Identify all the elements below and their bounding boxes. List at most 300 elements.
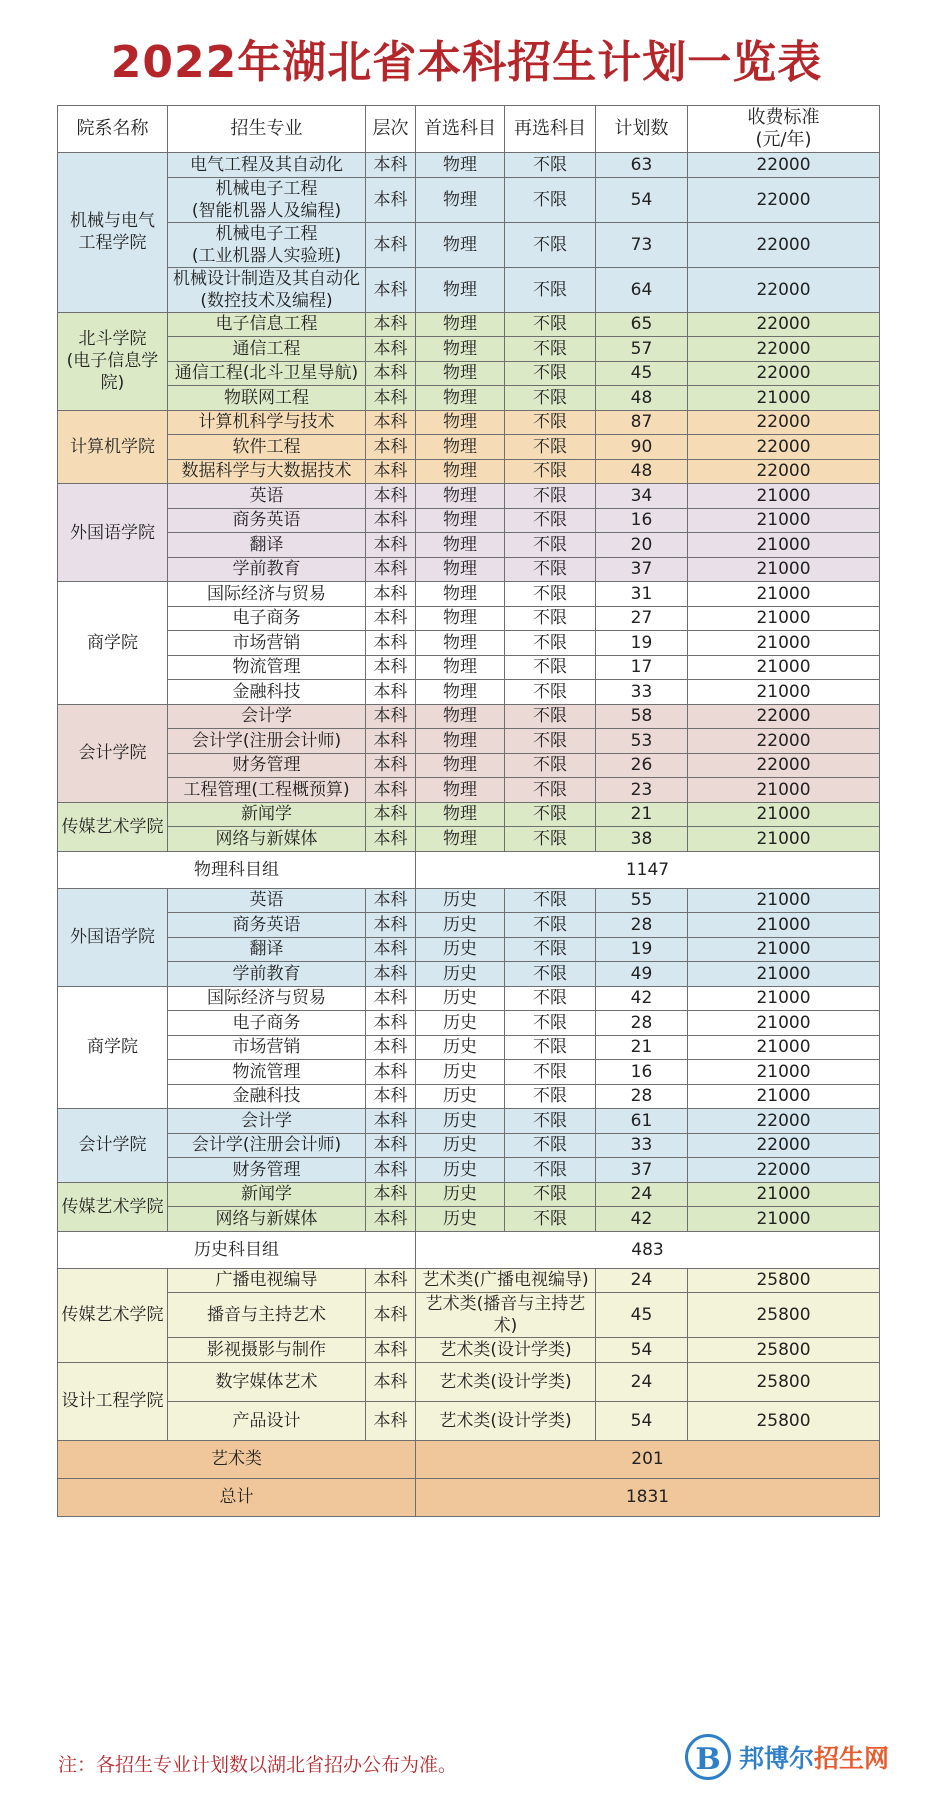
first-subject-cell: 历史: [416, 937, 505, 962]
plan-count-cell: 45: [596, 361, 688, 386]
level-cell: 本科: [366, 680, 416, 705]
major-cell: 物流管理: [168, 655, 366, 680]
summary-row: [58, 851, 880, 888]
plan-count-cell: 57: [596, 337, 688, 362]
first-subject-cell: 物理: [416, 153, 505, 178]
plan-count-cell: 48: [596, 386, 688, 411]
table-row: [58, 361, 880, 386]
table-row: [58, 1133, 880, 1158]
plan-count-cell: 21: [596, 1035, 688, 1060]
second-subject-cell: 不限: [505, 631, 596, 656]
level-cell: 本科: [366, 631, 416, 656]
level-cell: 本科: [366, 337, 416, 362]
fee-cell: 22000: [688, 222, 880, 267]
subject-cell: 艺术类(设计学类): [416, 1401, 596, 1440]
dept-name-cell: 计算机学院: [58, 410, 168, 484]
level-cell: 本科: [366, 533, 416, 558]
first-subject-cell: 历史: [416, 1084, 505, 1109]
dept-name-cell: 商学院: [58, 582, 168, 705]
major-cell: 工程管理(工程概预算): [168, 778, 366, 803]
second-subject-cell: 不限: [505, 729, 596, 754]
level-cell: 本科: [366, 312, 416, 337]
site-logo[interactable]: [685, 1734, 889, 1780]
major-cell: 影视摄影与制作: [168, 1338, 366, 1363]
subject-cell: 艺术类(设计学类): [416, 1362, 596, 1401]
fee-cell: 21000: [688, 1084, 880, 1109]
table-row: [58, 1084, 880, 1109]
table-row: [58, 778, 880, 803]
first-subject-cell: 物理: [416, 508, 505, 533]
first-subject-cell: 物理: [416, 631, 505, 656]
table-row: [58, 582, 880, 607]
dept-name-cell: 传媒艺术学院: [58, 1268, 168, 1362]
major-cell: 通信工程(北斗卫星导航): [168, 361, 366, 386]
major-cell: 国际经济与贸易: [168, 986, 366, 1011]
major-cell: 广播电视编导: [168, 1268, 366, 1293]
second-subject-cell: 不限: [505, 704, 596, 729]
fee-cell: 22000: [688, 704, 880, 729]
first-subject-cell: 历史: [416, 888, 505, 913]
first-subject-cell: 历史: [416, 1035, 505, 1060]
fee-cell: 21000: [688, 937, 880, 962]
level-cell: 本科: [366, 1109, 416, 1134]
subject-cell: 艺术类(设计学类): [416, 1338, 596, 1363]
first-subject-cell: 历史: [416, 1133, 505, 1158]
major-cell: 学前教育: [168, 557, 366, 582]
summary-row: [58, 1440, 880, 1478]
level-cell: 本科: [366, 1207, 416, 1232]
second-subject-cell: 不限: [505, 986, 596, 1011]
fee-cell: 22000: [688, 753, 880, 778]
fee-cell: 22000: [688, 267, 880, 312]
dept-name-cell: 传媒艺术学院: [58, 1182, 168, 1231]
major-cell: 电气工程及其自动化: [168, 153, 366, 178]
second-subject-cell: 不限: [505, 484, 596, 509]
major-cell: 通信工程: [168, 337, 366, 362]
major-cell: 翻译: [168, 937, 366, 962]
major-cell: 财务管理: [168, 753, 366, 778]
plan-count-cell: 42: [596, 986, 688, 1011]
subject-cell: 艺术类(广播电视编导): [416, 1268, 596, 1293]
table-row: [58, 1109, 880, 1134]
first-subject-cell: 历史: [416, 1182, 505, 1207]
fee-cell: 22000: [688, 1158, 880, 1183]
plan-count-cell: 20: [596, 533, 688, 558]
plan-count-cell: 65: [596, 312, 688, 337]
level-cell: 本科: [366, 153, 416, 178]
second-subject-cell: 不限: [505, 1035, 596, 1060]
level-cell: 本科: [366, 557, 416, 582]
header-fee: 收费标准 (元/年): [688, 106, 880, 153]
first-subject-cell: 物理: [416, 222, 505, 267]
fee-cell: 22000: [688, 1109, 880, 1134]
second-subject-cell: 不限: [505, 802, 596, 827]
plan-count-cell: 31: [596, 582, 688, 607]
fee-cell: 21000: [688, 962, 880, 987]
level-cell: 本科: [366, 484, 416, 509]
table-row: [58, 267, 880, 312]
first-subject-cell: 物理: [416, 410, 505, 435]
first-subject-cell: 物理: [416, 655, 505, 680]
fee-cell: 21000: [688, 557, 880, 582]
major-cell: 商务英语: [168, 508, 366, 533]
table-row: [58, 153, 880, 178]
second-subject-cell: 不限: [505, 1011, 596, 1036]
plan-count-cell: 26: [596, 753, 688, 778]
fee-cell: 21000: [688, 631, 880, 656]
table-row: [58, 410, 880, 435]
major-cell: 数据科学与大数据技术: [168, 459, 366, 484]
second-subject-cell: 不限: [505, 827, 596, 852]
fee-cell: 21000: [688, 655, 880, 680]
table-row: [58, 435, 880, 460]
table-row: [58, 1011, 880, 1036]
plan-count-cell: 61: [596, 1109, 688, 1134]
second-subject-cell: 不限: [505, 1133, 596, 1158]
fee-cell: 22000: [688, 177, 880, 222]
table-row: [58, 802, 880, 827]
plan-count-cell: 24: [596, 1268, 688, 1293]
level-cell: 本科: [366, 1182, 416, 1207]
level-cell: 本科: [366, 1293, 416, 1338]
table-row: [58, 962, 880, 987]
first-subject-cell: 物理: [416, 386, 505, 411]
plan-count-cell: 90: [596, 435, 688, 460]
fee-cell: 21000: [688, 827, 880, 852]
level-cell: 本科: [366, 1268, 416, 1293]
second-subject-cell: 不限: [505, 1084, 596, 1109]
fee-cell: 22000: [688, 459, 880, 484]
plan-count-cell: 21: [596, 802, 688, 827]
second-subject-cell: 不限: [505, 1207, 596, 1232]
dept-name-cell: 会计学院: [58, 704, 168, 802]
summary-value: 1147: [416, 851, 880, 888]
table-row: [58, 484, 880, 509]
subject-cell: 艺术类(播音与主持艺术): [416, 1293, 596, 1338]
level-cell: 本科: [366, 1362, 416, 1401]
fee-cell: 21000: [688, 386, 880, 411]
plan-count-cell: 16: [596, 1060, 688, 1085]
first-subject-cell: 物理: [416, 533, 505, 558]
plan-count-cell: 19: [596, 631, 688, 656]
table-row: [58, 655, 880, 680]
major-cell: 电子商务: [168, 1011, 366, 1036]
plan-count-cell: 54: [596, 177, 688, 222]
major-cell: 电子商务: [168, 606, 366, 631]
page-title: 2022年湖北省本科招生计划一览表: [110, 37, 823, 88]
second-subject-cell: 不限: [505, 435, 596, 460]
table-row: [58, 337, 880, 362]
second-subject-cell: 不限: [505, 778, 596, 803]
dept-name-cell: 传媒艺术学院: [58, 802, 168, 851]
fee-cell: 21000: [688, 1060, 880, 1085]
major-cell: 新闻学: [168, 802, 366, 827]
second-subject-cell: 不限: [505, 606, 596, 631]
plan-count-cell: 37: [596, 557, 688, 582]
second-subject-cell: 不限: [505, 582, 596, 607]
dept-name-cell: 机械与电气 工程学院: [58, 153, 168, 313]
level-cell: 本科: [366, 177, 416, 222]
level-cell: 本科: [366, 1060, 416, 1085]
plan-count-cell: 34: [596, 484, 688, 509]
major-cell: 软件工程: [168, 435, 366, 460]
second-subject-cell: 不限: [505, 153, 596, 178]
major-cell: 新闻学: [168, 1182, 366, 1207]
level-cell: 本科: [366, 361, 416, 386]
plan-count-cell: 23: [596, 778, 688, 803]
first-subject-cell: 物理: [416, 827, 505, 852]
logo-text: [739, 1739, 889, 1775]
first-subject-cell: 物理: [416, 459, 505, 484]
level-cell: 本科: [366, 410, 416, 435]
fee-cell: 21000: [688, 484, 880, 509]
level-cell: 本科: [366, 435, 416, 460]
second-subject-cell: 不限: [505, 267, 596, 312]
logo-b-icon: B: [685, 1734, 731, 1780]
fee-cell: 21000: [688, 680, 880, 705]
first-subject-cell: 物理: [416, 267, 505, 312]
first-subject-cell: 物理: [416, 582, 505, 607]
table-row: [58, 937, 880, 962]
fee-cell: 21000: [688, 533, 880, 558]
major-cell: 会计学(注册会计师): [168, 1133, 366, 1158]
fee-cell: 22000: [688, 312, 880, 337]
first-subject-cell: 物理: [416, 177, 505, 222]
fee-cell: 21000: [688, 1035, 880, 1060]
fee-cell: 22000: [688, 361, 880, 386]
header-level: 层次: [366, 106, 416, 153]
level-cell: 本科: [366, 267, 416, 312]
dept-name-cell: 外国语学院: [58, 484, 168, 582]
second-subject-cell: 不限: [505, 913, 596, 938]
first-subject-cell: 物理: [416, 312, 505, 337]
level-cell: 本科: [366, 386, 416, 411]
plan-count-cell: 58: [596, 704, 688, 729]
level-cell: 本科: [366, 459, 416, 484]
plan-count-cell: 73: [596, 222, 688, 267]
major-cell: 英语: [168, 888, 366, 913]
plan-count-cell: 24: [596, 1362, 688, 1401]
first-subject-cell: 历史: [416, 913, 505, 938]
table-row: [58, 312, 880, 337]
fee-cell: 22000: [688, 1133, 880, 1158]
first-subject-cell: 物理: [416, 802, 505, 827]
second-subject-cell: 不限: [505, 962, 596, 987]
table-row: [58, 386, 880, 411]
second-subject-cell: 不限: [505, 508, 596, 533]
level-cell: 本科: [366, 1158, 416, 1183]
major-cell: 商务英语: [168, 913, 366, 938]
table-row: [58, 222, 880, 267]
table-row: [58, 1207, 880, 1232]
major-cell: 学前教育: [168, 962, 366, 987]
table-row: [58, 729, 880, 754]
level-cell: 本科: [366, 1011, 416, 1036]
level-cell: 本科: [366, 655, 416, 680]
table-row: [58, 606, 880, 631]
fee-cell: 21000: [688, 888, 880, 913]
plan-count-cell: 33: [596, 1133, 688, 1158]
plan-count-cell: 19: [596, 937, 688, 962]
level-cell: 本科: [366, 986, 416, 1011]
plan-count-cell: 48: [596, 459, 688, 484]
fee-cell: 21000: [688, 778, 880, 803]
level-cell: 本科: [366, 1084, 416, 1109]
major-cell: 金融科技: [168, 1084, 366, 1109]
level-cell: 本科: [366, 827, 416, 852]
plan-count-cell: 28: [596, 1084, 688, 1109]
level-cell: 本科: [366, 1338, 416, 1363]
fee-cell: 25800: [688, 1268, 880, 1293]
level-cell: 本科: [366, 606, 416, 631]
major-cell: 市场营销: [168, 1035, 366, 1060]
second-subject-cell: 不限: [505, 361, 596, 386]
first-subject-cell: 物理: [416, 361, 505, 386]
fee-cell: 21000: [688, 606, 880, 631]
fee-cell: 25800: [688, 1401, 880, 1440]
summary-value: 201: [416, 1440, 880, 1478]
second-subject-cell: 不限: [505, 222, 596, 267]
dept-name-cell: 外国语学院: [58, 888, 168, 986]
fee-cell: 21000: [688, 802, 880, 827]
table-row: [58, 704, 880, 729]
plan-count-cell: 38: [596, 827, 688, 852]
table-row: [58, 1268, 880, 1293]
major-cell: 财务管理: [168, 1158, 366, 1183]
major-cell: 物联网工程: [168, 386, 366, 411]
summary-label: 物理科目组: [58, 851, 416, 888]
second-subject-cell: 不限: [505, 1158, 596, 1183]
fee-cell: 21000: [688, 1011, 880, 1036]
major-cell: 计算机科学与技术: [168, 410, 366, 435]
first-subject-cell: 物理: [416, 753, 505, 778]
footnote: 注：各招生专业计划数以湖北省招办公布为准。: [58, 1754, 458, 1776]
second-subject-cell: 不限: [505, 533, 596, 558]
table-row: [58, 913, 880, 938]
major-cell: 电子信息工程: [168, 312, 366, 337]
major-cell: 网络与新媒体: [168, 827, 366, 852]
table-row: [58, 753, 880, 778]
plan-count-cell: 54: [596, 1401, 688, 1440]
major-cell: 播音与主持艺术: [168, 1293, 366, 1338]
major-cell: 机械电子工程 (工业机器人实验班): [168, 222, 366, 267]
summary-label: 历史科目组: [58, 1231, 416, 1268]
first-subject-cell: 历史: [416, 1109, 505, 1134]
table-row: [58, 508, 880, 533]
level-cell: 本科: [366, 1401, 416, 1440]
level-cell: 本科: [366, 753, 416, 778]
dept-name-cell: 商学院: [58, 986, 168, 1109]
table-row: [58, 557, 880, 582]
major-cell: 机械设计制造及其自动化 (数控技术及编程): [168, 267, 366, 312]
second-subject-cell: 不限: [505, 410, 596, 435]
summary-row: [58, 1231, 880, 1268]
plan-count-cell: 17: [596, 655, 688, 680]
level-cell: 本科: [366, 1035, 416, 1060]
second-subject-cell: 不限: [505, 655, 596, 680]
second-subject-cell: 不限: [505, 753, 596, 778]
fee-cell: 25800: [688, 1293, 880, 1338]
first-subject-cell: 历史: [416, 962, 505, 987]
logo-text-orange: 招生网: [814, 1744, 890, 1773]
plan-count-cell: 24: [596, 1182, 688, 1207]
fee-cell: 22000: [688, 410, 880, 435]
fee-cell: 21000: [688, 1207, 880, 1232]
fee-cell: 25800: [688, 1362, 880, 1401]
first-subject-cell: 历史: [416, 986, 505, 1011]
plan-count-cell: 28: [596, 913, 688, 938]
first-subject-cell: 物理: [416, 484, 505, 509]
first-subject-cell: 物理: [416, 778, 505, 803]
first-subject-cell: 物理: [416, 337, 505, 362]
fee-cell: 21000: [688, 582, 880, 607]
major-cell: 翻译: [168, 533, 366, 558]
plan-count-cell: 53: [596, 729, 688, 754]
major-cell: 机械电子工程 (智能机器人及编程): [168, 177, 366, 222]
table-row: [58, 888, 880, 913]
second-subject-cell: 不限: [505, 888, 596, 913]
first-subject-cell: 物理: [416, 606, 505, 631]
second-subject-cell: 不限: [505, 312, 596, 337]
table-row: [58, 459, 880, 484]
plan-count-cell: 16: [596, 508, 688, 533]
total-value: 1831: [416, 1478, 880, 1516]
table-row: [58, 827, 880, 852]
table-row: [58, 1182, 880, 1207]
level-cell: 本科: [366, 1133, 416, 1158]
table-row: [58, 533, 880, 558]
first-subject-cell: 历史: [416, 1060, 505, 1085]
plan-count-cell: 63: [596, 153, 688, 178]
plan-count-cell: 64: [596, 267, 688, 312]
fee-cell: 21000: [688, 986, 880, 1011]
second-subject-cell: 不限: [505, 1182, 596, 1207]
level-cell: 本科: [366, 778, 416, 803]
first-subject-cell: 物理: [416, 729, 505, 754]
table-row: [58, 177, 880, 222]
dept-name-cell: 设计工程学院: [58, 1362, 168, 1440]
first-subject-cell: 历史: [416, 1011, 505, 1036]
level-cell: 本科: [366, 582, 416, 607]
plan-count-cell: 27: [596, 606, 688, 631]
plan-count-cell: 45: [596, 1293, 688, 1338]
total-row: [58, 1478, 880, 1516]
plan-count-cell: 54: [596, 1338, 688, 1363]
table-row: [58, 680, 880, 705]
summary-label: 艺术类: [58, 1440, 416, 1478]
table-row: [58, 1293, 880, 1338]
level-cell: 本科: [366, 802, 416, 827]
dept-name-cell: 北斗学院 (电子信息学院): [58, 312, 168, 410]
table-row: [58, 1362, 880, 1401]
table-row: [58, 1338, 880, 1363]
fee-cell: 22000: [688, 435, 880, 460]
major-cell: 国际经济与贸易: [168, 582, 366, 607]
major-cell: 会计学: [168, 704, 366, 729]
second-subject-cell: 不限: [505, 177, 596, 222]
table-row: [58, 1035, 880, 1060]
table-row: [58, 1158, 880, 1183]
header-plan: 计划数: [596, 106, 688, 153]
plan-count-cell: 49: [596, 962, 688, 987]
table-row: [58, 986, 880, 1011]
header-first-subject: 首选科目: [416, 106, 505, 153]
major-cell: 会计学: [168, 1109, 366, 1134]
plan-count-cell: 55: [596, 888, 688, 913]
level-cell: 本科: [366, 222, 416, 267]
second-subject-cell: 不限: [505, 557, 596, 582]
first-subject-cell: 历史: [416, 1207, 505, 1232]
